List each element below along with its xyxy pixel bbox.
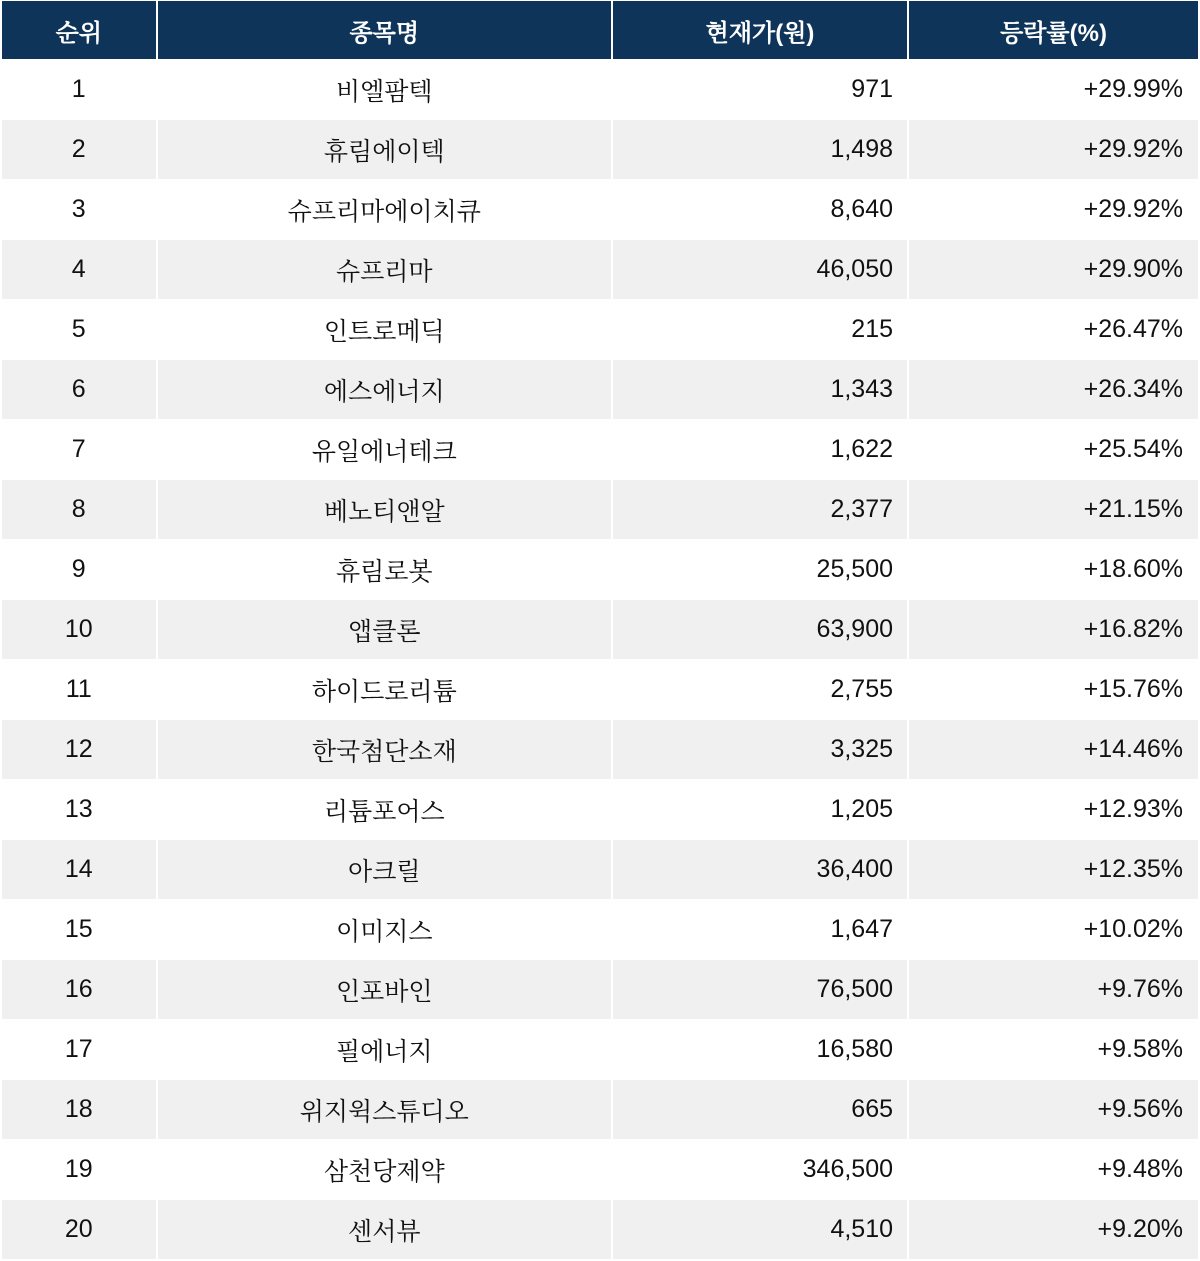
stock-name-cell: 인트로메딕 bbox=[158, 300, 612, 359]
stock-name-cell: 휴림로봇 bbox=[158, 540, 612, 599]
price-cell: 2,755 bbox=[613, 660, 907, 719]
column-header-price: 현재가(원) bbox=[613, 1, 907, 59]
change-cell: +29.90% bbox=[909, 240, 1198, 299]
price-cell: 971 bbox=[613, 60, 907, 119]
table-row bbox=[2, 420, 1198, 479]
table-row bbox=[2, 120, 1198, 179]
price-cell: 4,510 bbox=[613, 1200, 907, 1259]
stock-name-cell: 비엘팜텍 bbox=[158, 60, 612, 119]
stock-name-cell: 한국첨단소재 bbox=[158, 720, 612, 779]
table-row bbox=[2, 840, 1198, 899]
price-cell: 36,400 bbox=[613, 840, 907, 899]
change-cell: +26.34% bbox=[909, 360, 1198, 419]
table-row bbox=[2, 540, 1198, 599]
rank-cell: 2 bbox=[2, 120, 156, 179]
rank-cell: 14 bbox=[2, 840, 156, 899]
column-header-change: 등락률(%) bbox=[909, 1, 1198, 59]
change-cell: +9.56% bbox=[909, 1080, 1198, 1139]
change-cell: +29.92% bbox=[909, 180, 1198, 239]
price-cell: 1,343 bbox=[613, 360, 907, 419]
stock-name-cell: 삼천당제약 bbox=[158, 1140, 612, 1199]
table-row bbox=[2, 1080, 1198, 1139]
column-header-rank: 순위 bbox=[2, 1, 156, 59]
table-row bbox=[2, 180, 1198, 239]
table-row bbox=[2, 480, 1198, 539]
change-cell: +16.82% bbox=[909, 600, 1198, 659]
stock-name-cell: 슈프리마 bbox=[158, 240, 612, 299]
price-cell: 63,900 bbox=[613, 600, 907, 659]
price-cell: 16,580 bbox=[613, 1020, 907, 1079]
rank-cell: 3 bbox=[2, 180, 156, 239]
rank-cell: 10 bbox=[2, 600, 156, 659]
price-cell: 1,647 bbox=[613, 900, 907, 959]
rank-cell: 12 bbox=[2, 720, 156, 779]
change-cell: +12.35% bbox=[909, 840, 1198, 899]
rank-cell: 15 bbox=[2, 900, 156, 959]
rank-cell: 18 bbox=[2, 1080, 156, 1139]
change-cell: +14.46% bbox=[909, 720, 1198, 779]
price-cell: 2,377 bbox=[613, 480, 907, 539]
change-cell: +21.15% bbox=[909, 480, 1198, 539]
stock-name-cell: 앱클론 bbox=[158, 600, 612, 659]
stock-name-cell: 센서뷰 bbox=[158, 1200, 612, 1259]
change-cell: +10.02% bbox=[909, 900, 1198, 959]
table-row bbox=[2, 1020, 1198, 1079]
table-body bbox=[2, 60, 1198, 1259]
stock-name-cell: 필에너지 bbox=[158, 1020, 612, 1079]
change-cell: +9.58% bbox=[909, 1020, 1198, 1079]
table-row bbox=[2, 900, 1198, 959]
table-row bbox=[2, 600, 1198, 659]
table-row bbox=[2, 1200, 1198, 1259]
price-cell: 25,500 bbox=[613, 540, 907, 599]
rank-cell: 4 bbox=[2, 240, 156, 299]
stock-name-cell: 유일에너테크 bbox=[158, 420, 612, 479]
price-cell: 76,500 bbox=[613, 960, 907, 1019]
table-row bbox=[2, 60, 1198, 119]
rank-cell: 13 bbox=[2, 780, 156, 839]
table-row bbox=[2, 1140, 1198, 1199]
rank-cell: 17 bbox=[2, 1020, 156, 1079]
price-cell: 665 bbox=[613, 1080, 907, 1139]
price-cell: 215 bbox=[613, 300, 907, 359]
rank-cell: 7 bbox=[2, 420, 156, 479]
column-header-name: 종목명 bbox=[158, 1, 612, 59]
price-cell: 1,498 bbox=[613, 120, 907, 179]
rank-cell: 6 bbox=[2, 360, 156, 419]
change-cell: +9.20% bbox=[909, 1200, 1198, 1259]
table-row bbox=[2, 660, 1198, 719]
table-row bbox=[2, 960, 1198, 1019]
stock-name-cell: 이미지스 bbox=[158, 900, 612, 959]
change-cell: +18.60% bbox=[909, 540, 1198, 599]
stock-name-cell: 에스에너지 bbox=[158, 360, 612, 419]
rank-cell: 9 bbox=[2, 540, 156, 599]
stock-name-cell: 베노티앤알 bbox=[158, 480, 612, 539]
change-cell: +12.93% bbox=[909, 780, 1198, 839]
header-row bbox=[2, 1, 1198, 59]
stock-name-cell: 아크릴 bbox=[158, 840, 612, 899]
change-cell: +29.92% bbox=[909, 120, 1198, 179]
change-cell: +15.76% bbox=[909, 660, 1198, 719]
rank-cell: 16 bbox=[2, 960, 156, 1019]
change-cell: +26.47% bbox=[909, 300, 1198, 359]
price-cell: 1,622 bbox=[613, 420, 907, 479]
table-row bbox=[2, 300, 1198, 359]
stock-name-cell: 리튬포어스 bbox=[158, 780, 612, 839]
stock-name-cell: 하이드로리튬 bbox=[158, 660, 612, 719]
change-cell: +9.76% bbox=[909, 960, 1198, 1019]
price-cell: 1,205 bbox=[613, 780, 907, 839]
table-row bbox=[2, 720, 1198, 779]
stock-name-cell: 슈프리마에이치큐 bbox=[158, 180, 612, 239]
rank-cell: 19 bbox=[2, 1140, 156, 1199]
rank-cell: 8 bbox=[2, 480, 156, 539]
price-cell: 3,325 bbox=[613, 720, 907, 779]
rank-cell: 1 bbox=[2, 60, 156, 119]
stock-name-cell: 위지윅스튜디오 bbox=[158, 1080, 612, 1139]
rank-cell: 5 bbox=[2, 300, 156, 359]
price-cell: 46,050 bbox=[613, 240, 907, 299]
price-cell: 346,500 bbox=[613, 1140, 907, 1199]
table-row bbox=[2, 780, 1198, 839]
stock-name-cell: 휴림에이텍 bbox=[158, 120, 612, 179]
rank-cell: 20 bbox=[2, 1200, 156, 1259]
change-cell: +25.54% bbox=[909, 420, 1198, 479]
table-row bbox=[2, 360, 1198, 419]
table-row bbox=[2, 240, 1198, 299]
change-cell: +29.99% bbox=[909, 60, 1198, 119]
stock-name-cell: 인포바인 bbox=[158, 960, 612, 1019]
rank-cell: 11 bbox=[2, 660, 156, 719]
price-cell: 8,640 bbox=[613, 180, 907, 239]
change-cell: +9.48% bbox=[909, 1140, 1198, 1199]
